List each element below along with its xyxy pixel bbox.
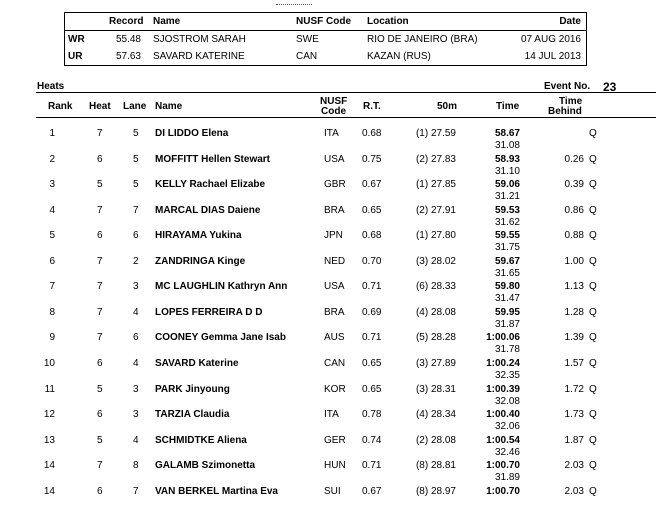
time-cell: 59.80 xyxy=(494,281,520,293)
time-cell: 1:00.40 xyxy=(486,409,520,421)
table-row xyxy=(0,332,662,358)
split2-cell: 31.10 xyxy=(494,165,520,177)
col-header-time: Time xyxy=(496,101,520,112)
name-cell: MOFFITT Hellen Stewart xyxy=(155,153,271,165)
qualifier-cell: Q xyxy=(589,204,597,216)
heat-cell: 6 xyxy=(97,357,103,369)
rank-cell: 14 xyxy=(43,485,55,497)
lane-cell: 7 xyxy=(133,204,139,216)
lane-cell: 5 xyxy=(133,179,139,191)
qualifier-cell: Q xyxy=(589,153,597,165)
split-cell: (8) 28.81 xyxy=(415,460,456,472)
behind-cell: 2.03 xyxy=(564,460,584,472)
heat-cell: 7 xyxy=(97,281,103,293)
record-location-ur: KAZAN (RUS) xyxy=(367,51,431,62)
col-header-rt: R.T. xyxy=(363,101,381,112)
behind-cell: 1.00 xyxy=(564,255,584,267)
rank-cell: 4 xyxy=(49,204,55,216)
split2-cell: 31.65 xyxy=(494,267,520,279)
qualifier-cell: Q xyxy=(589,383,597,395)
records-header-date: Date xyxy=(559,16,581,27)
split-cell: (4) 28.34 xyxy=(415,409,456,421)
records-header-code: NUSF Code xyxy=(296,16,351,27)
rt-cell: 0.65 xyxy=(362,357,382,369)
code-cell: SUI xyxy=(324,485,341,497)
heat-cell: 7 xyxy=(97,332,103,344)
rt-cell: 0.74 xyxy=(362,434,382,446)
lane-cell: 4 xyxy=(133,434,139,446)
time-cell: 59.95 xyxy=(494,306,520,318)
time-cell: 59.06 xyxy=(494,179,520,191)
section-title: Heats xyxy=(37,81,65,92)
qualifier-cell: Q xyxy=(589,255,597,267)
table-row xyxy=(0,460,662,486)
rank-cell: 14 xyxy=(43,460,55,472)
split-cell: (3) 28.02 xyxy=(415,255,456,267)
rt-cell: 0.70 xyxy=(362,255,382,267)
time-cell: 1:00.70 xyxy=(486,485,520,497)
split2-cell: 31.78 xyxy=(494,344,520,356)
split2-cell: 32.06 xyxy=(494,421,520,433)
split-cell: (2) 27.83 xyxy=(415,153,456,165)
lane-cell: 5 xyxy=(133,128,139,139)
table-row xyxy=(0,205,662,231)
split2-cell: 31.89 xyxy=(494,472,520,484)
table-row xyxy=(0,358,662,384)
name-cell: PARK Jinyoung xyxy=(155,383,230,395)
rt-cell: 0.69 xyxy=(362,306,382,318)
rank-cell: 11 xyxy=(44,383,55,395)
col-header-name: Name xyxy=(155,101,183,112)
name-cell: TARZIA Claudia xyxy=(155,409,230,421)
table-row xyxy=(0,409,662,435)
heat-cell: 7 xyxy=(97,255,103,267)
col-header-rank: Rank xyxy=(48,101,73,112)
code-cell: USA xyxy=(324,153,345,165)
code-cell: GER xyxy=(324,434,346,446)
heat-cell: 7 xyxy=(97,306,103,318)
heat-cell: 5 xyxy=(97,434,103,446)
behind-cell: 1.28 xyxy=(564,306,584,318)
col-header-code-line2: Code xyxy=(321,106,346,117)
time-cell: 1:00.70 xyxy=(486,460,520,472)
time-cell: 58.93 xyxy=(494,153,520,165)
lane-cell: 4 xyxy=(133,306,139,318)
split-cell: (6) 28.33 xyxy=(415,281,456,293)
table-row xyxy=(0,230,662,256)
time-cell: 1:00.39 xyxy=(486,383,520,395)
rt-cell: 0.68 xyxy=(362,230,382,242)
rank-cell: 1 xyxy=(49,128,55,139)
lane-cell: 7 xyxy=(133,485,139,497)
heat-cell: 6 xyxy=(97,485,103,497)
time-cell: 1:00.54 xyxy=(486,434,520,446)
record-type-wr: WR xyxy=(68,34,85,45)
split2-cell: 31.08 xyxy=(494,140,520,151)
name-cell: MC LAUGHLIN Kathryn Ann xyxy=(155,281,288,293)
rt-cell: 0.68 xyxy=(362,128,382,139)
split2-cell: 31.47 xyxy=(494,293,520,305)
table-row xyxy=(0,486,662,511)
col-header-lane: Lane xyxy=(123,101,147,112)
heat-cell: 7 xyxy=(97,128,103,139)
qualifier-cell: Q xyxy=(589,485,597,497)
records-header-name: Name xyxy=(153,16,181,27)
records-divider xyxy=(65,30,586,31)
col-header-split: 50m xyxy=(437,101,458,112)
behind-cell: 0.39 xyxy=(564,179,584,191)
code-cell: KOR xyxy=(324,383,346,395)
name-cell: GALAMB Szimonetta xyxy=(155,460,255,472)
rt-cell: 0.75 xyxy=(362,153,382,165)
behind-cell: 1.13 xyxy=(564,281,584,293)
split2-cell: 31.87 xyxy=(494,318,520,330)
record-name-wr: SJOSTROM SARAH xyxy=(153,34,246,45)
header-logo-mark xyxy=(276,0,312,5)
code-cell: JPN xyxy=(324,230,343,242)
record-date-ur: 14 JUL 2013 xyxy=(524,51,581,62)
time-cell: 1:00.24 xyxy=(486,357,520,369)
name-cell: KELLY Rachael Elizabe xyxy=(155,179,266,191)
record-location-wr: RIO DE JANEIRO (BRA) xyxy=(367,34,478,45)
heat-cell: 6 xyxy=(97,230,103,242)
lane-cell: 5 xyxy=(133,153,139,165)
table-row xyxy=(0,128,662,154)
split2-cell: 32.35 xyxy=(494,369,520,381)
heat-cell: 6 xyxy=(97,153,103,165)
split-cell: (8) 28.97 xyxy=(415,485,456,497)
name-cell: DI LIDDO Elena xyxy=(155,128,229,139)
col-header-code-line1: NUSF xyxy=(320,96,348,107)
qualifier-cell: Q xyxy=(589,128,597,139)
split-cell: (1) 27.80 xyxy=(415,230,456,242)
qualifier-cell: Q xyxy=(589,179,597,191)
qualifier-cell: Q xyxy=(589,332,597,344)
code-cell: ITA xyxy=(324,409,339,421)
behind-cell: 1.73 xyxy=(564,409,584,421)
split2-cell: 32.08 xyxy=(494,395,520,407)
rt-cell: 0.67 xyxy=(362,485,382,497)
col-header-behind-line2: Behind xyxy=(548,106,582,117)
rank-cell: 10 xyxy=(43,357,55,369)
table-row xyxy=(0,307,662,333)
rank-cell: 3 xyxy=(49,179,55,191)
name-cell: LOPES FERREIRA D D xyxy=(155,306,263,318)
code-cell: NED xyxy=(324,255,346,267)
split-cell: (1) 27.59 xyxy=(415,128,456,139)
record-code-ur: CAN xyxy=(296,51,318,62)
qualifier-cell: Q xyxy=(589,230,597,242)
table-row xyxy=(0,154,662,180)
rank-cell: 7 xyxy=(49,281,55,293)
heat-cell: 7 xyxy=(97,460,103,472)
code-cell: CAN xyxy=(324,357,346,369)
record-time-wr: 55.48 xyxy=(115,34,141,45)
behind-cell: 0.26 xyxy=(564,153,584,165)
rt-cell: 0.71 xyxy=(362,460,382,472)
section-divider xyxy=(36,92,656,93)
split2-cell: 31.75 xyxy=(494,242,520,254)
code-cell: BRA xyxy=(324,204,345,216)
code-cell: AUS xyxy=(324,332,345,344)
event-label: Event No. xyxy=(544,81,591,92)
name-cell: COONEY Gemma Jane Isab xyxy=(155,332,286,344)
time-cell: 59.67 xyxy=(494,255,520,267)
rank-cell: 6 xyxy=(49,255,55,267)
lane-cell: 2 xyxy=(133,255,139,267)
split-cell: (3) 27.89 xyxy=(415,357,456,369)
rank-cell: 8 xyxy=(49,306,55,318)
time-cell: 1:00.06 xyxy=(486,332,520,344)
code-cell: BRA xyxy=(324,306,345,318)
qualifier-cell: Q xyxy=(589,460,597,472)
name-cell: VAN BERKEL Martina Eva xyxy=(155,485,278,497)
table-row xyxy=(0,256,662,282)
rank-cell: 9 xyxy=(49,332,55,344)
split-cell: (5) 28.28 xyxy=(415,332,456,344)
rt-cell: 0.67 xyxy=(362,179,382,191)
code-cell: HUN xyxy=(324,460,346,472)
qualifier-cell: Q xyxy=(589,281,597,293)
name-cell: HIRAYAMA Yukina xyxy=(155,230,242,242)
table-row xyxy=(0,384,662,410)
name-cell: ZANDRINGA Kinge xyxy=(155,255,246,267)
table-row xyxy=(0,281,662,307)
time-cell: 58.67 xyxy=(494,128,520,139)
split2-cell: 31.21 xyxy=(494,191,520,203)
records-header-record: Record xyxy=(109,16,144,27)
records-header-location: Location xyxy=(367,16,409,27)
behind-cell: 0.86 xyxy=(564,204,584,216)
behind-cell: 0.88 xyxy=(564,230,584,242)
qualifier-cell: Q xyxy=(589,306,597,318)
rt-cell: 0.65 xyxy=(362,383,382,395)
header-divider xyxy=(36,117,656,118)
lane-cell: 6 xyxy=(133,332,139,344)
lane-cell: 4 xyxy=(133,357,139,369)
split-cell: (3) 28.31 xyxy=(415,383,456,395)
rank-cell: 5 xyxy=(49,230,55,242)
split2-cell: 31.62 xyxy=(494,216,520,228)
event-number: 23 xyxy=(603,80,617,94)
col-header-heat: Heat xyxy=(89,101,111,112)
code-cell: USA xyxy=(324,281,345,293)
heat-cell: 5 xyxy=(97,383,103,395)
rt-cell: 0.71 xyxy=(362,281,382,293)
lane-cell: 6 xyxy=(133,230,139,242)
heat-cell: 5 xyxy=(97,179,103,191)
split2-cell: 32.46 xyxy=(494,446,520,458)
behind-cell: 1.87 xyxy=(564,434,584,446)
behind-cell: 2.03 xyxy=(564,485,584,497)
time-cell: 59.55 xyxy=(494,230,520,242)
code-cell: ITA xyxy=(324,128,339,139)
record-date-wr: 07 AUG 2016 xyxy=(520,34,581,45)
qualifier-cell: Q xyxy=(589,409,597,421)
split-cell: (1) 27.85 xyxy=(415,179,456,191)
table-row xyxy=(0,179,662,205)
qualifier-cell: Q xyxy=(589,434,597,446)
lane-cell: 8 xyxy=(133,460,139,472)
rank-cell: 13 xyxy=(43,434,55,446)
name-cell: SCHMIDTKE Aliena xyxy=(155,434,247,446)
records-table xyxy=(64,12,587,66)
qualifier-cell: Q xyxy=(589,357,597,369)
rt-cell: 0.78 xyxy=(362,409,382,421)
rank-cell: 12 xyxy=(43,409,55,421)
split-cell: (4) 28.08 xyxy=(415,306,456,318)
time-cell: 59.53 xyxy=(494,204,520,216)
rt-cell: 0.65 xyxy=(362,204,382,216)
split-cell: (2) 27.91 xyxy=(415,204,456,216)
table-row xyxy=(0,435,662,461)
lane-cell: 3 xyxy=(133,281,139,293)
split-cell: (2) 28.08 xyxy=(415,434,456,446)
name-cell: SAVARD Katerine xyxy=(155,357,239,369)
record-time-ur: 57.63 xyxy=(115,51,141,62)
code-cell: GBR xyxy=(324,179,346,191)
col-header-behind-line1: Time xyxy=(559,96,583,107)
heat-cell: 7 xyxy=(97,204,103,216)
lane-cell: 3 xyxy=(133,409,139,421)
name-cell: MARCAL DIAS Daiene xyxy=(155,204,261,216)
heat-cell: 6 xyxy=(97,409,103,421)
behind-cell: 1.57 xyxy=(564,357,584,369)
record-name-ur: SAVARD KATERINE xyxy=(153,51,245,62)
behind-cell: 1.39 xyxy=(564,332,584,344)
rank-cell: 2 xyxy=(49,153,55,165)
record-code-wr: SWE xyxy=(296,34,319,45)
behind-cell: 1.72 xyxy=(564,383,584,395)
lane-cell: 3 xyxy=(133,383,139,395)
record-type-ur: UR xyxy=(68,51,83,62)
rt-cell: 0.71 xyxy=(362,332,382,344)
